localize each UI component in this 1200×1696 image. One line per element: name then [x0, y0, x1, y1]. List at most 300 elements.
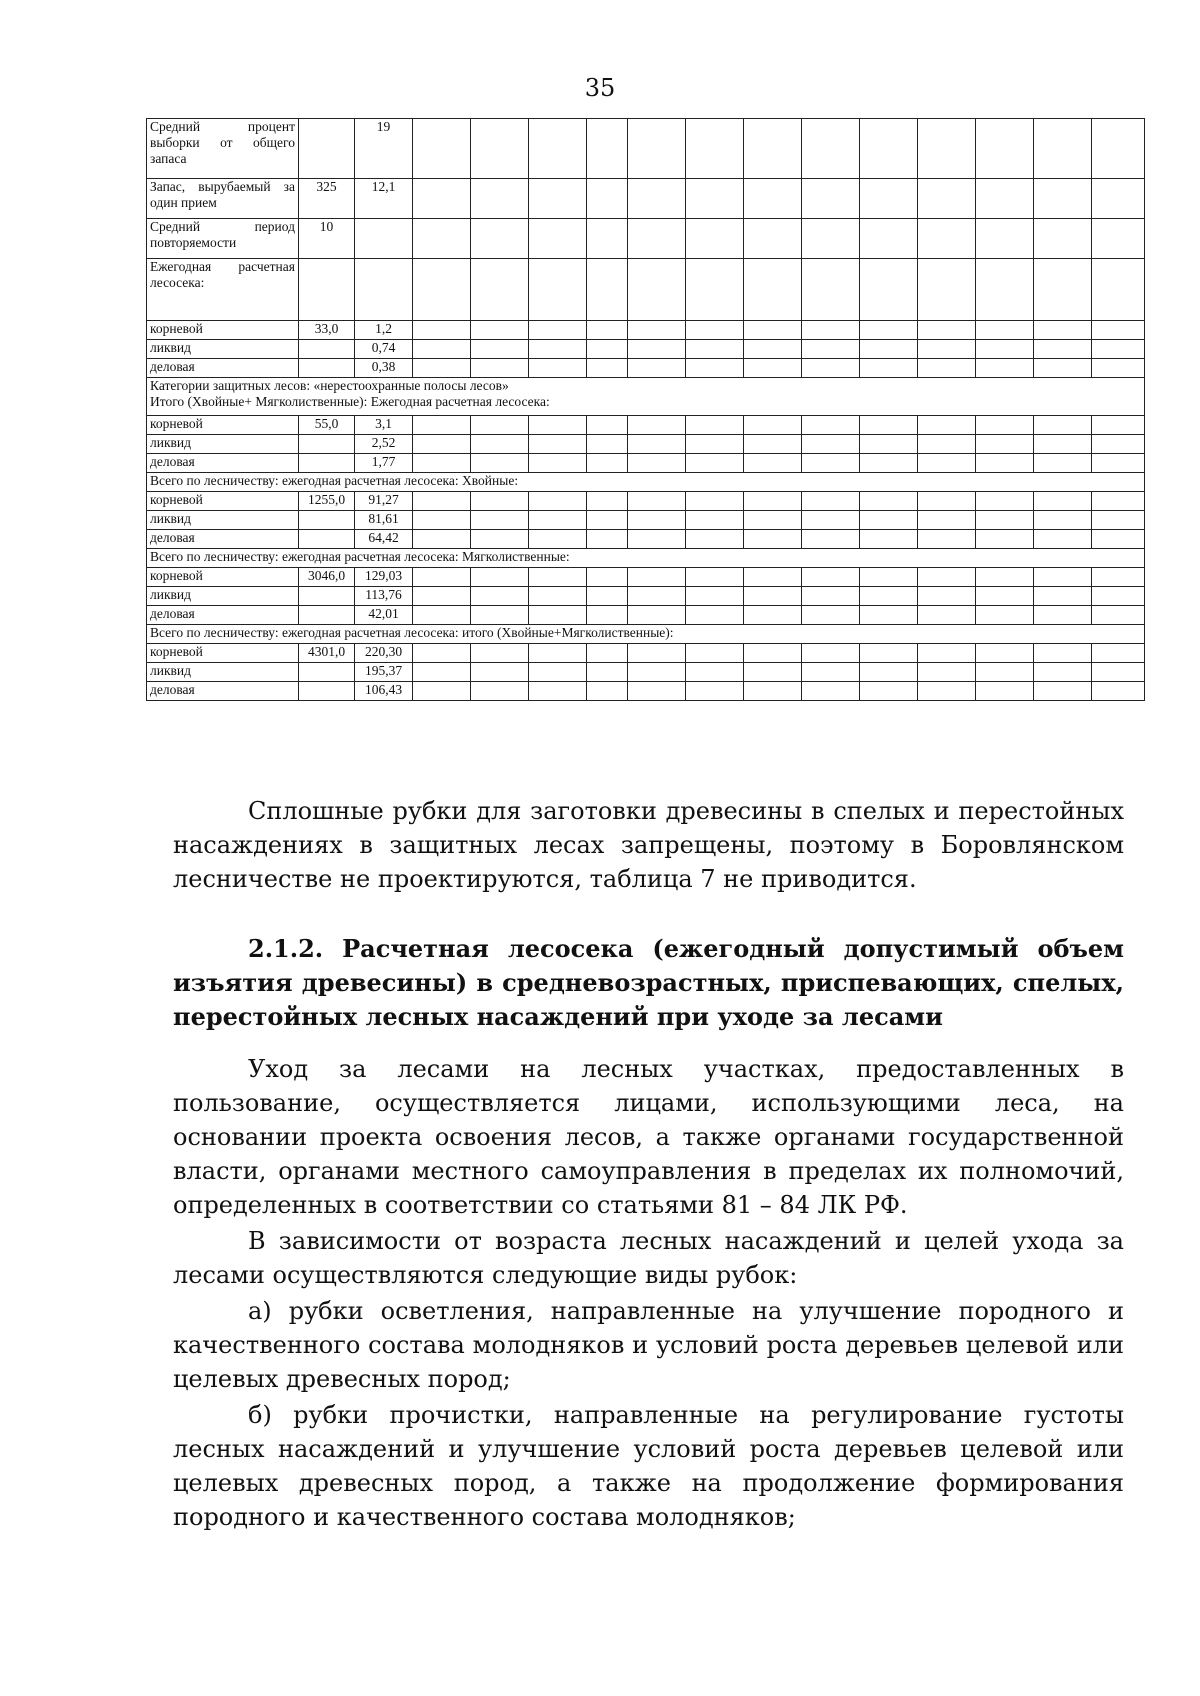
empty-cell — [686, 644, 744, 663]
empty-cell — [587, 568, 628, 587]
empty-cell — [587, 435, 628, 454]
empty-cell — [587, 492, 628, 511]
empty-cell — [413, 435, 471, 454]
volume-value-cell: 220,30 — [355, 644, 413, 663]
empty-cell — [1034, 259, 1092, 321]
empty-cell — [744, 179, 802, 219]
empty-cell — [976, 454, 1034, 473]
empty-cell — [860, 219, 918, 259]
empty-cell — [976, 219, 1034, 259]
empty-cell — [686, 259, 744, 321]
area-value-cell — [299, 359, 355, 378]
row-label-cell: Средний процент выборки от общего запаса — [147, 119, 299, 179]
table-row — [147, 663, 1145, 682]
empty-cell — [413, 663, 471, 682]
empty-cell — [529, 259, 587, 321]
table-row — [147, 416, 1145, 435]
empty-cell — [413, 179, 471, 219]
empty-cell — [1092, 492, 1145, 511]
empty-cell — [686, 682, 744, 701]
table-row — [147, 321, 1145, 340]
row-label-cell: ликвид — [147, 587, 299, 606]
row-label-cell: корневой — [147, 416, 299, 435]
empty-cell — [744, 663, 802, 682]
empty-cell — [413, 359, 471, 378]
table-row — [147, 530, 1145, 549]
empty-cell — [1034, 454, 1092, 473]
empty-cell — [976, 119, 1034, 179]
table-row — [147, 454, 1145, 473]
empty-cell — [976, 511, 1034, 530]
volume-value-cell: 2,52 — [355, 435, 413, 454]
empty-cell — [1092, 435, 1145, 454]
empty-cell — [686, 663, 744, 682]
empty-cell — [860, 644, 918, 663]
table-row — [147, 644, 1145, 663]
table-row — [147, 378, 1145, 416]
empty-cell — [1034, 321, 1092, 340]
volume-value-cell: 91,27 — [355, 492, 413, 511]
empty-cell — [628, 663, 686, 682]
body-text — [173, 794, 1124, 1534]
empty-cell — [471, 663, 529, 682]
empty-cell — [413, 568, 471, 587]
empty-cell — [628, 179, 686, 219]
volume-value-cell: 0,74 — [355, 340, 413, 359]
empty-cell — [860, 359, 918, 378]
empty-cell — [1092, 119, 1145, 179]
empty-cell — [1034, 219, 1092, 259]
empty-cell — [529, 587, 587, 606]
empty-cell — [529, 511, 587, 530]
table-row — [147, 340, 1145, 359]
volume-value-cell: 1,77 — [355, 454, 413, 473]
empty-cell — [744, 492, 802, 511]
section-header-line: Категории защитных лесов: «нерестоохранные полосы лесов» — [150, 378, 509, 393]
row-label-cell: деловая — [147, 530, 299, 549]
area-value-cell: 55,0 — [299, 416, 355, 435]
area-value-cell — [299, 606, 355, 625]
empty-cell — [802, 492, 860, 511]
area-value-cell: 1255,0 — [299, 492, 355, 511]
empty-cell — [744, 340, 802, 359]
empty-cell — [471, 492, 529, 511]
empty-cell — [802, 340, 860, 359]
empty-cell — [587, 416, 628, 435]
empty-cell — [1092, 682, 1145, 701]
empty-cell — [860, 530, 918, 549]
empty-cell — [529, 119, 587, 179]
row-label-cell: деловая — [147, 682, 299, 701]
row-label-cell: деловая — [147, 454, 299, 473]
empty-cell — [918, 568, 976, 587]
empty-cell — [1092, 587, 1145, 606]
empty-cell — [1034, 435, 1092, 454]
empty-cell — [1034, 492, 1092, 511]
empty-cell — [976, 321, 1034, 340]
row-label-cell: корневой — [147, 321, 299, 340]
empty-cell — [976, 568, 1034, 587]
empty-cell — [686, 416, 744, 435]
empty-cell — [529, 435, 587, 454]
empty-cell — [860, 435, 918, 454]
empty-cell — [686, 119, 744, 179]
volume-value-cell: 3,1 — [355, 416, 413, 435]
table-row — [147, 682, 1145, 701]
empty-cell — [802, 219, 860, 259]
empty-cell — [744, 321, 802, 340]
empty-cell — [918, 606, 976, 625]
section-header-cell — [147, 625, 1145, 644]
empty-cell — [1034, 359, 1092, 378]
empty-cell — [587, 511, 628, 530]
empty-cell — [918, 219, 976, 259]
table-row — [147, 625, 1145, 644]
empty-cell — [587, 663, 628, 682]
empty-cell — [918, 321, 976, 340]
volume-value-cell — [355, 259, 413, 321]
empty-cell — [1092, 511, 1145, 530]
volume-value-cell: 129,03 — [355, 568, 413, 587]
section-header-line: Всего по лесничеству: ежегодная расчетная лесосека: Хвойные: — [150, 473, 519, 488]
section-heading-2-1-2: 2.1.2. Расчетная лесосека (ежегодный допустимый объем изъятия древесины) в средневозрастных, приспевающих, спелых, перестойных лесных насаждений при уходе за лесами — [173, 934, 1124, 1031]
table-row — [147, 259, 1145, 321]
empty-cell — [628, 119, 686, 179]
empty-cell — [1034, 568, 1092, 587]
empty-cell — [1034, 587, 1092, 606]
area-value-cell — [299, 511, 355, 530]
empty-cell — [976, 179, 1034, 219]
empty-cell — [918, 454, 976, 473]
empty-cell — [918, 179, 976, 219]
section-header-line: Всего по лесничеству: ежегодная расчетная лесосека: итого (Хвойные+Мягколиственные): — [150, 625, 674, 640]
empty-cell — [471, 259, 529, 321]
empty-cell — [802, 606, 860, 625]
empty-cell — [628, 359, 686, 378]
empty-cell — [744, 606, 802, 625]
volume-value-cell: 106,43 — [355, 682, 413, 701]
empty-cell — [744, 435, 802, 454]
empty-cell — [1092, 340, 1145, 359]
empty-cell — [860, 663, 918, 682]
table-row — [147, 179, 1145, 219]
empty-cell — [1092, 416, 1145, 435]
empty-cell — [860, 340, 918, 359]
table-row — [147, 473, 1145, 492]
empty-cell — [860, 606, 918, 625]
section-header-cell — [147, 473, 1145, 492]
row-label-cell: деловая — [147, 606, 299, 625]
table-row — [147, 435, 1145, 454]
empty-cell — [1092, 454, 1145, 473]
empty-cell — [802, 321, 860, 340]
empty-cell — [744, 259, 802, 321]
row-label-cell: Средний период повторяемости — [147, 219, 299, 259]
empty-cell — [413, 321, 471, 340]
row-label-cell: корневой — [147, 568, 299, 587]
empty-cell — [918, 682, 976, 701]
row-label-cell: корневой — [147, 492, 299, 511]
empty-cell — [686, 321, 744, 340]
section-header-cell — [147, 549, 1145, 568]
empty-cell — [471, 682, 529, 701]
empty-cell — [744, 568, 802, 587]
area-value-cell — [299, 435, 355, 454]
empty-cell — [529, 606, 587, 625]
area-value-cell — [299, 119, 355, 179]
empty-cell — [802, 416, 860, 435]
empty-cell — [529, 416, 587, 435]
paragraph-clear-cutting: Сплошные рубки для заготовки древесины в спелых и перестойных насаждениях в защитных лесах запрещены, поэтому в Боровлянском лесничестве не проектируются, таблица 7 не приводится. — [173, 797, 1124, 893]
empty-cell — [686, 179, 744, 219]
empty-cell — [587, 179, 628, 219]
empty-cell — [471, 435, 529, 454]
empty-cell — [628, 644, 686, 663]
volume-value-cell: 0,38 — [355, 359, 413, 378]
empty-cell — [529, 219, 587, 259]
empty-cell — [918, 435, 976, 454]
empty-cell — [529, 179, 587, 219]
empty-cell — [628, 259, 686, 321]
empty-cell — [802, 587, 860, 606]
empty-cell — [1092, 606, 1145, 625]
empty-cell — [587, 219, 628, 259]
empty-cell — [413, 340, 471, 359]
empty-cell — [744, 359, 802, 378]
empty-cell — [413, 682, 471, 701]
empty-cell — [587, 321, 628, 340]
empty-cell — [628, 587, 686, 606]
empty-cell — [976, 663, 1034, 682]
empty-cell — [918, 644, 976, 663]
empty-cell — [413, 606, 471, 625]
empty-cell — [918, 530, 976, 549]
empty-cell — [413, 259, 471, 321]
empty-cell — [529, 359, 587, 378]
empty-cell — [529, 454, 587, 473]
empty-cell — [976, 492, 1034, 511]
empty-cell — [529, 568, 587, 587]
empty-cell — [802, 644, 860, 663]
volume-value-cell: 42,01 — [355, 606, 413, 625]
empty-cell — [471, 321, 529, 340]
empty-cell — [976, 259, 1034, 321]
empty-cell — [628, 321, 686, 340]
empty-cell — [628, 454, 686, 473]
empty-cell — [860, 568, 918, 587]
volume-value-cell: 19 — [355, 119, 413, 179]
empty-cell — [1092, 179, 1145, 219]
empty-cell — [587, 454, 628, 473]
area-value-cell — [299, 530, 355, 549]
volume-value-cell: 81,61 — [355, 511, 413, 530]
row-label-cell: ликвид — [147, 340, 299, 359]
empty-cell — [976, 682, 1034, 701]
empty-cell — [918, 587, 976, 606]
empty-cell — [802, 682, 860, 701]
empty-cell — [686, 454, 744, 473]
empty-cell — [918, 663, 976, 682]
empty-cell — [686, 511, 744, 530]
area-value-cell — [299, 663, 355, 682]
empty-cell — [1034, 644, 1092, 663]
empty-cell — [918, 511, 976, 530]
empty-cell — [744, 416, 802, 435]
empty-cell — [918, 416, 976, 435]
empty-cell — [413, 530, 471, 549]
empty-cell — [1092, 663, 1145, 682]
empty-cell — [686, 340, 744, 359]
volume-value-cell: 113,76 — [355, 587, 413, 606]
empty-cell — [860, 682, 918, 701]
empty-cell — [744, 219, 802, 259]
row-label-cell: корневой — [147, 644, 299, 663]
table-row — [147, 568, 1145, 587]
empty-cell — [802, 511, 860, 530]
empty-cell — [529, 321, 587, 340]
empty-cell — [686, 530, 744, 549]
empty-cell — [1034, 179, 1092, 219]
empty-cell — [413, 119, 471, 179]
empty-cell — [471, 454, 529, 473]
empty-cell — [529, 340, 587, 359]
empty-cell — [744, 454, 802, 473]
row-label-cell: деловая — [147, 359, 299, 378]
empty-cell — [744, 644, 802, 663]
empty-cell — [471, 530, 529, 549]
area-value-cell: 3046,0 — [299, 568, 355, 587]
section-header-cell — [147, 378, 1145, 416]
empty-cell — [1034, 119, 1092, 179]
table-row — [147, 587, 1145, 606]
row-label-cell: Запас, вырубаемый за один прием — [147, 179, 299, 219]
empty-cell — [1092, 359, 1145, 378]
row-label-cell: ликвид — [147, 663, 299, 682]
table-row — [147, 359, 1145, 378]
empty-cell — [802, 179, 860, 219]
empty-cell — [529, 644, 587, 663]
page-number: 35 — [584, 74, 616, 102]
empty-cell — [686, 587, 744, 606]
empty-cell — [802, 119, 860, 179]
empty-cell — [1034, 511, 1092, 530]
empty-cell — [529, 663, 587, 682]
empty-cell — [1034, 682, 1092, 701]
empty-cell — [587, 682, 628, 701]
empty-cell — [628, 511, 686, 530]
empty-cell — [860, 179, 918, 219]
empty-cell — [471, 568, 529, 587]
empty-cell — [1034, 340, 1092, 359]
empty-cell — [587, 644, 628, 663]
empty-cell — [471, 359, 529, 378]
empty-cell — [471, 644, 529, 663]
area-value-cell — [299, 454, 355, 473]
area-value-cell: 10 — [299, 219, 355, 259]
area-value-cell: 325 — [299, 179, 355, 219]
area-value-cell — [299, 259, 355, 321]
empty-cell — [471, 511, 529, 530]
empty-cell — [976, 435, 1034, 454]
empty-cell — [686, 492, 744, 511]
empty-cell — [802, 530, 860, 549]
empty-cell — [860, 587, 918, 606]
empty-cell — [471, 179, 529, 219]
empty-cell — [471, 219, 529, 259]
table-row — [147, 606, 1145, 625]
volume-value-cell: 64,42 — [355, 530, 413, 549]
volume-value-cell — [355, 219, 413, 259]
empty-cell — [628, 416, 686, 435]
empty-cell — [628, 682, 686, 701]
area-value-cell — [299, 587, 355, 606]
empty-cell — [471, 587, 529, 606]
area-value-cell — [299, 682, 355, 701]
empty-cell — [529, 530, 587, 549]
empty-cell — [802, 259, 860, 321]
empty-cell — [1092, 219, 1145, 259]
empty-cell — [587, 359, 628, 378]
volume-value-cell: 195,37 — [355, 663, 413, 682]
empty-cell — [587, 530, 628, 549]
row-label-cell: ликвид — [147, 435, 299, 454]
empty-cell — [587, 587, 628, 606]
empty-cell — [1092, 259, 1145, 321]
empty-cell — [976, 416, 1034, 435]
empty-cell — [413, 644, 471, 663]
empty-cell — [628, 606, 686, 625]
empty-cell — [471, 606, 529, 625]
empty-cell — [628, 568, 686, 587]
paragraph-item-a: а) рубки осветления, направленные на улучшение породного и качественного состава молодняков и условий роста деревьев целевой или целевых древесных пород; — [173, 1297, 1124, 1393]
empty-cell — [918, 259, 976, 321]
row-label-cell: Ежегодная расчетная лесосека: — [147, 259, 299, 321]
section-header-line: Итого (Хвойные+ Мягколиственные): Ежегодная расчетная лесосека: — [150, 394, 550, 409]
empty-cell — [529, 492, 587, 511]
row-label-cell: ликвид — [147, 511, 299, 530]
empty-cell — [860, 511, 918, 530]
empty-cell — [860, 119, 918, 179]
empty-cell — [744, 511, 802, 530]
empty-cell — [860, 492, 918, 511]
empty-cell — [860, 416, 918, 435]
empty-cell — [918, 492, 976, 511]
empty-cell — [802, 663, 860, 682]
empty-cell — [976, 359, 1034, 378]
paragraph-forest-care: Уход за лесами на лесных участках, предоставленных в пользование, осуществляется лицами, использующими леса, на основании проекта освоения лесов, а также органами государственной власти, органами местного самоуправления в пределах их полномочий, определенных в соответствии со статьями 81 – 84 ЛК РФ. — [173, 1055, 1124, 1219]
empty-cell — [918, 359, 976, 378]
empty-cell — [744, 587, 802, 606]
empty-cell — [686, 359, 744, 378]
empty-cell — [860, 454, 918, 473]
empty-cell — [976, 530, 1034, 549]
empty-cell — [686, 568, 744, 587]
empty-cell — [686, 219, 744, 259]
empty-cell — [1034, 663, 1092, 682]
empty-cell — [976, 587, 1034, 606]
empty-cell — [413, 492, 471, 511]
volume-value-cell: 12,1 — [355, 179, 413, 219]
paragraph-item-b: б) рубки прочистки, направленные на регулирование густоты лесных насаждений и улучшение условий роста деревьев целевой или целевых древесных пород, а также на продолжение формирования породного и качественного состава молодняков; — [173, 1401, 1124, 1531]
empty-cell — [628, 219, 686, 259]
empty-cell — [413, 511, 471, 530]
empty-cell — [587, 606, 628, 625]
empty-cell — [628, 492, 686, 511]
empty-cell — [413, 587, 471, 606]
empty-cell — [471, 340, 529, 359]
volume-value-cell: 1,2 — [355, 321, 413, 340]
empty-cell — [1034, 416, 1092, 435]
